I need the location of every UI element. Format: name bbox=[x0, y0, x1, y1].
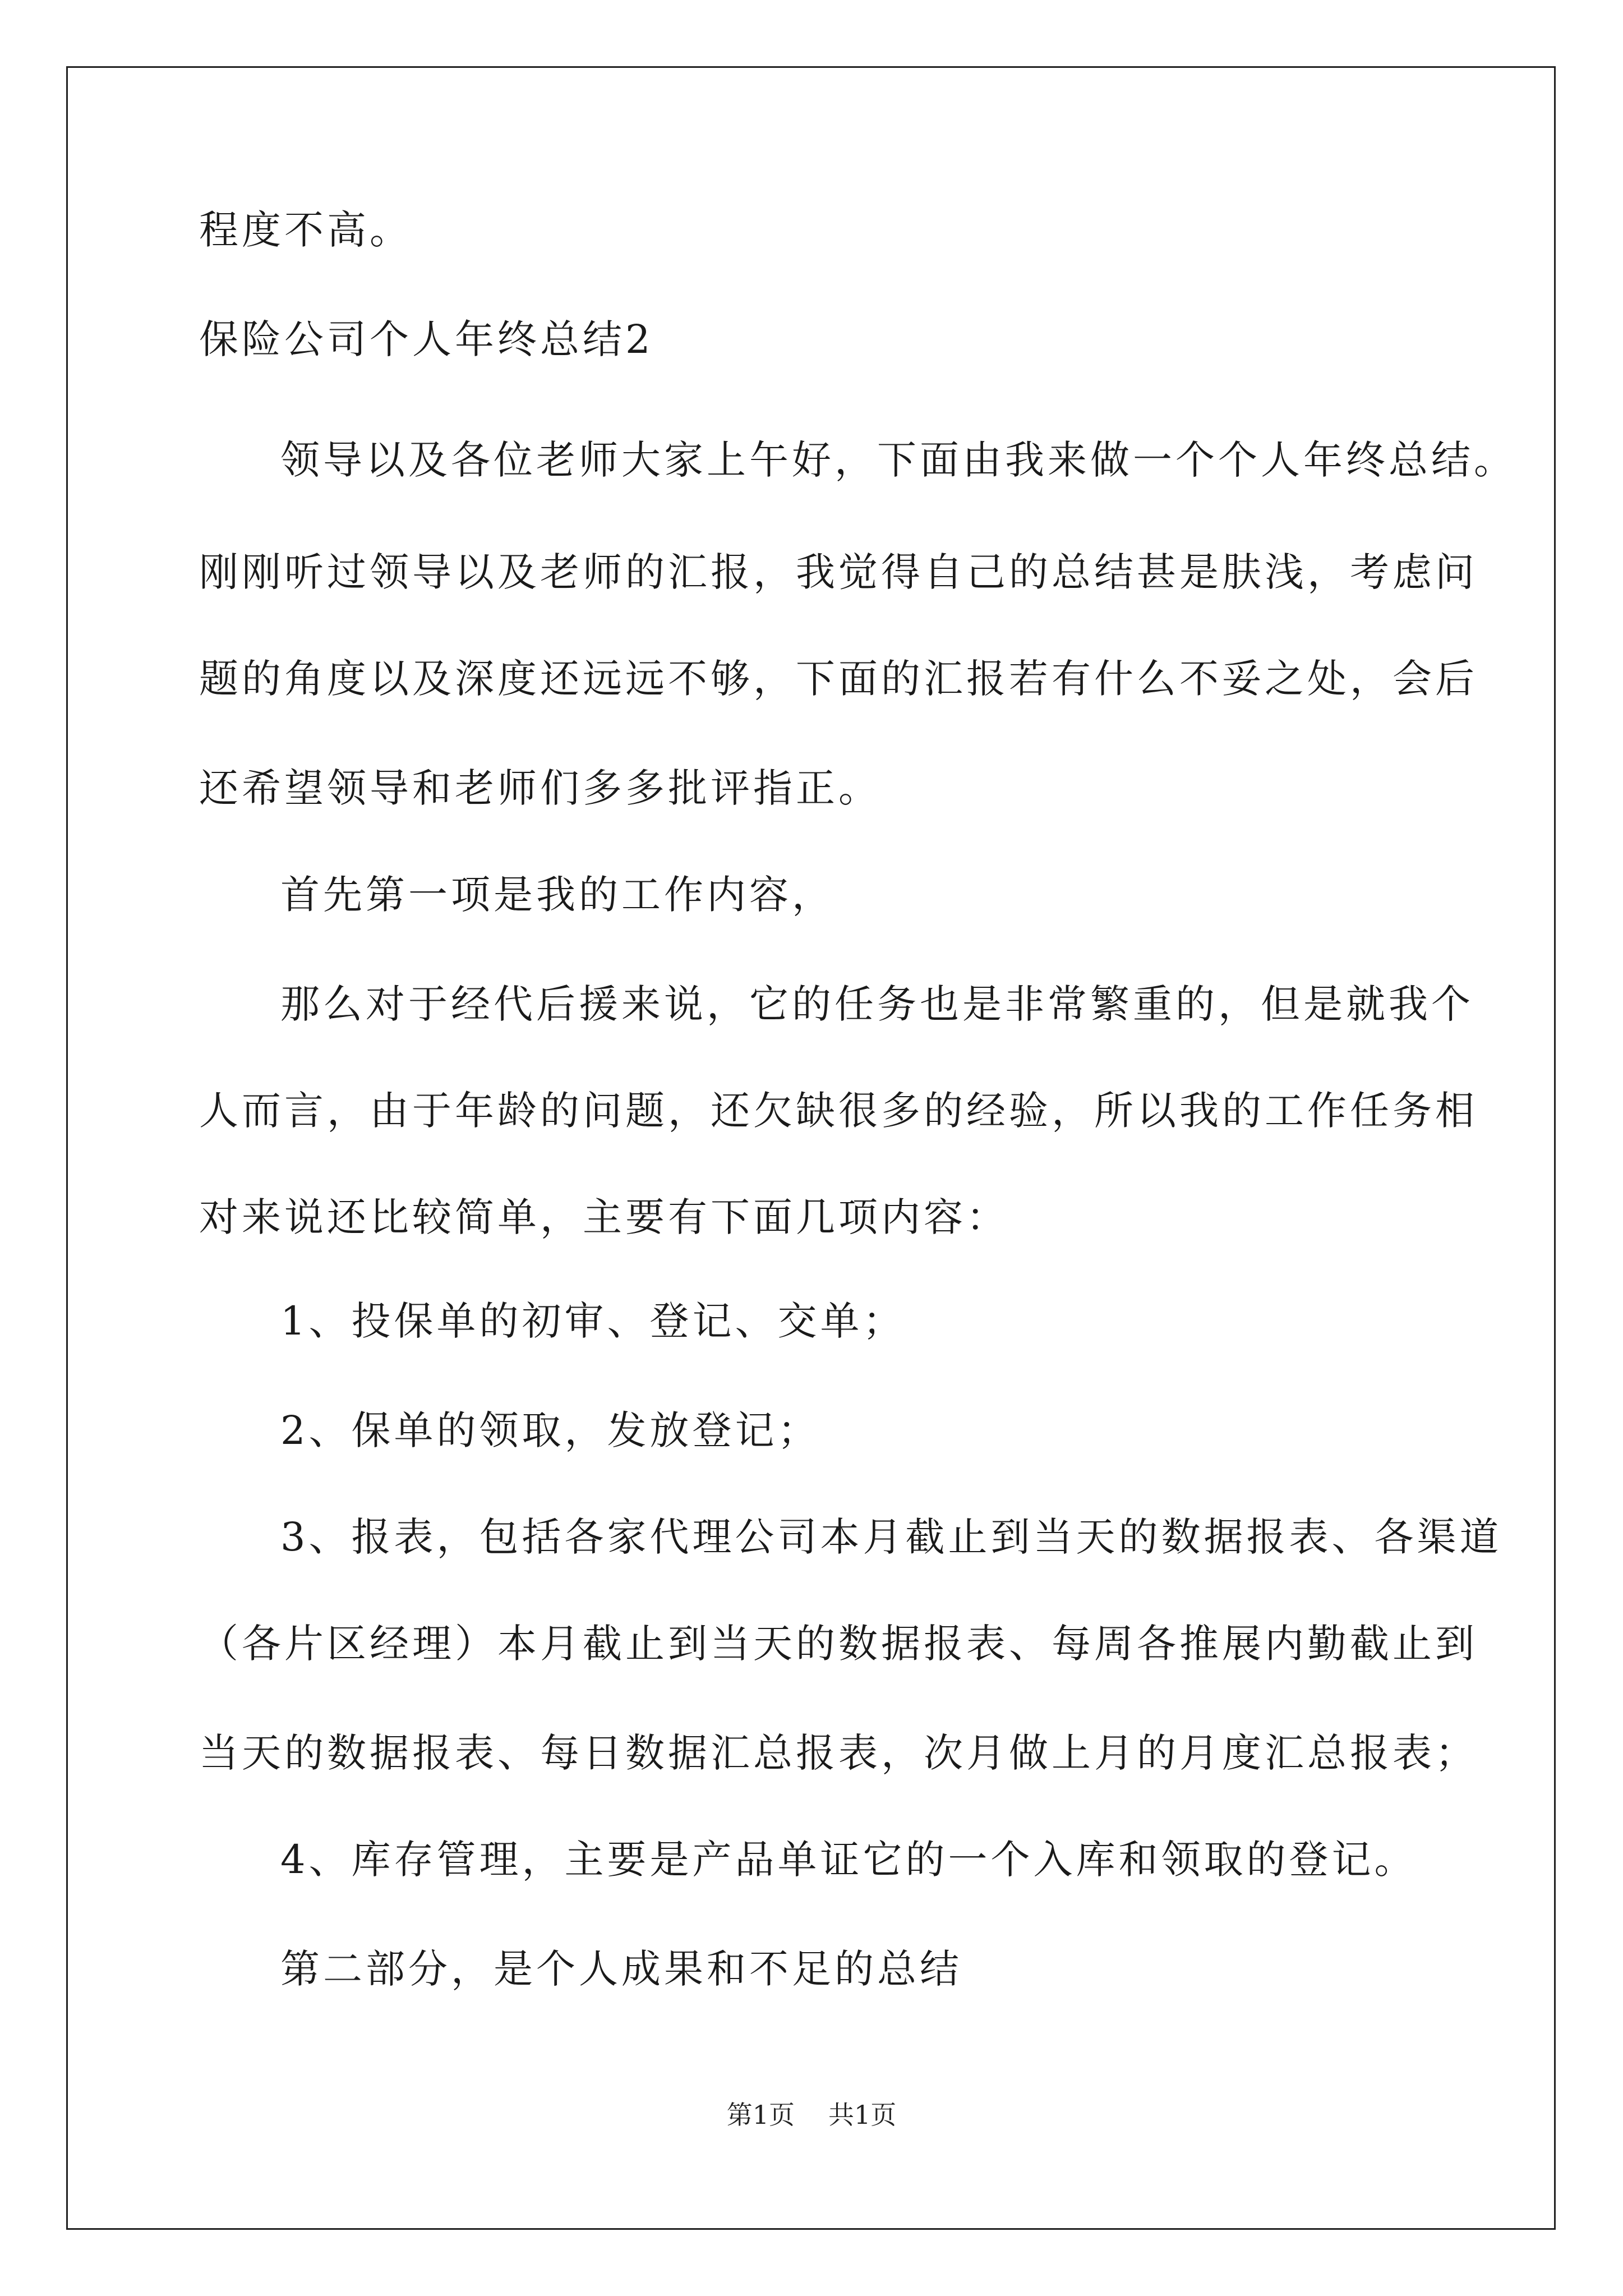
text-line: 领导以及各位老师大家上午好，下面由我来做一个个人年终总结。 bbox=[280, 437, 1516, 483]
text-line: 还希望领导和老师们多多批评指正。 bbox=[199, 765, 881, 811]
text-line: 刚刚听过领导以及老师的汇报，我觉得自己的总结甚是肤浅，考虑问 bbox=[199, 549, 1478, 595]
list-item: 2、保单的领取，发放登记； bbox=[280, 1407, 820, 1453]
page-number-total: 共1页 bbox=[828, 2100, 897, 2130]
text-line: 当天的数据报表、每日数据汇总报表，次月做上月的月度汇总报表； bbox=[199, 1730, 1478, 1776]
page-number-current: 第1页 bbox=[726, 2100, 795, 2130]
text-line: 首先第一项是我的工作内容， bbox=[280, 872, 834, 918]
text-line: 程度不高。 bbox=[199, 207, 412, 253]
text-line: 那么对于经代后援来说，它的任务也是非常繁重的，但是就我个 bbox=[280, 981, 1474, 1027]
page-footer bbox=[0, 2098, 1623, 2132]
text-line: 题的角度以及深度还远远不够，下面的汇报若有什么不妥之处，会后 bbox=[199, 656, 1478, 702]
list-item: 3、报表，包括各家代理公司本月截止到当天的数据报表、各渠道 bbox=[280, 1514, 1502, 1560]
text-line: （各片区经理）本月截止到当天的数据报表、每周各推展内勤截止到 bbox=[199, 1621, 1478, 1667]
text-line: 人而言，由于年龄的问题，还欠缺很多的经验，所以我的工作任务相 bbox=[199, 1088, 1478, 1134]
list-item: 4、库存管理，主要是产品单证它的一个入库和领取的登记。 bbox=[280, 1837, 1417, 1883]
page-border bbox=[66, 66, 1556, 2230]
section-heading: 保险公司个人年终总结2 bbox=[199, 316, 654, 362]
text-line: 第二部分，是个人成果和不足的总结 bbox=[280, 1946, 962, 1992]
list-item: 1、投保单的初审、登记、交单； bbox=[280, 1298, 906, 1344]
text-line: 对来说还比较简单，主要有下面几项内容： bbox=[199, 1194, 1009, 1240]
